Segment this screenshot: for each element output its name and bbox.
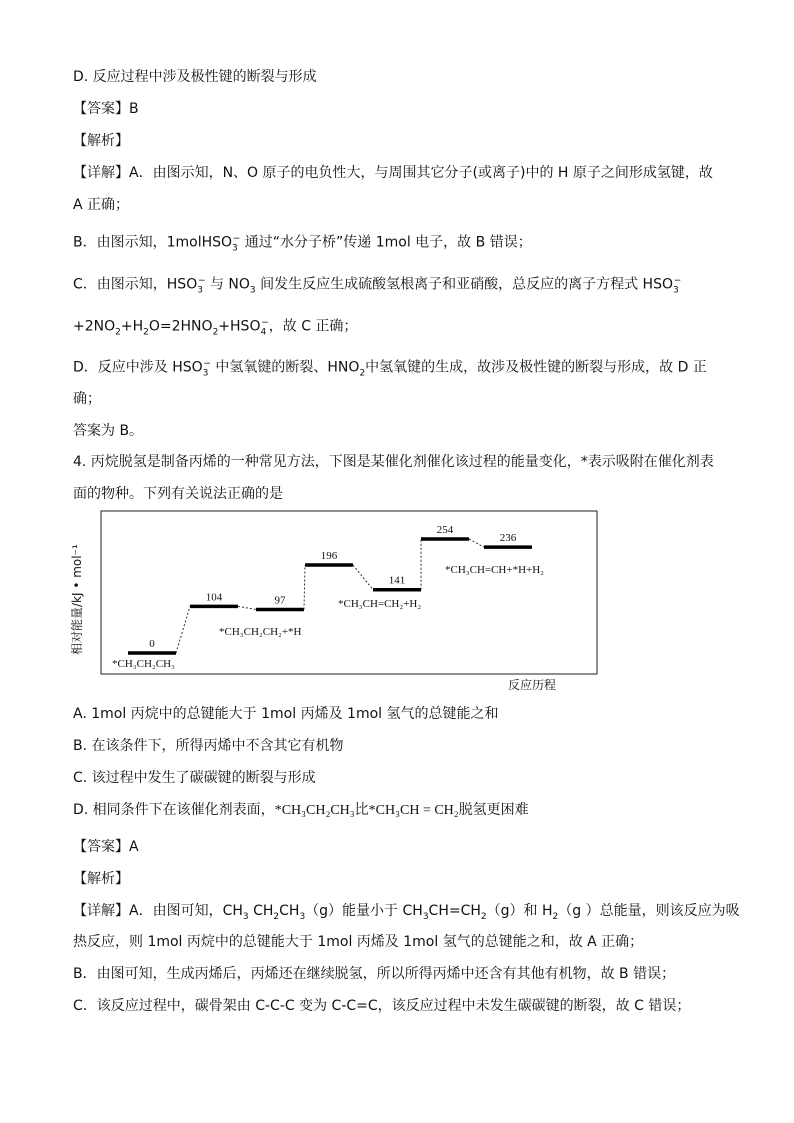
answer-label-1: 【答案】B: [73, 101, 139, 117]
detail-line-3: B．由图示知，1molHSO$_3$− 通过“水分子桥”传递 1mol 电子，故 B 错误；: [73, 234, 532, 254]
transition-connector: [469, 539, 484, 547]
detail-line-5: D．反应中涉及 $HSO_3^-$ 中氢氧键的断裂、$HNO_2$中氢氧键的生成，故涉及极性键的断裂与形成，故 D 正: [73, 359, 707, 379]
option-d: D. 相同条件下在该催化剂表面，*CH₃CH₂CH₃比*CH₃CH = CH₂脱氢更困难: [73, 802, 529, 818]
energy-diagram-svg: [70, 505, 633, 700]
detail-line-1: 【详解】A．由图示知，N、O 原子的电负性大，与周围其它分子(或离子)中的 H 原子之间形成氢键，故: [73, 165, 713, 181]
analysis-label-1: 【解析】: [73, 133, 129, 149]
option-d-prev: D. 反应过程中涉及极性键的断裂与形成: [73, 69, 317, 85]
species-label: *CH₃CH=CH₂+H₂: [338, 598, 422, 610]
energy-value-label: 97: [274, 594, 286, 607]
detail-line-4: C．由图示知，$HSO_3^-$ 与 $NO_3$ 间发生反应生成硫酸氢根离子和亚硝酸，总反应的离子方程式 $HSO_3^-$: [73, 276, 682, 296]
question-4-stem-1: 4. 丙烷脱氢是制备丙烯的一种常见方法，下图是某催化剂催化该过程的能量变化，*表示吸附在催化剂表: [73, 454, 714, 470]
transition-connector: [176, 606, 190, 653]
detail-line-2: A 正确；: [73, 197, 130, 213]
energy-value-label: 254: [436, 524, 454, 536]
energy-value-label: 0: [149, 638, 155, 650]
option-b: B. 在该条件下，所得丙烯中不含其它有机物: [73, 738, 344, 754]
option-c: C. 该过程中发生了碳碳键的断裂与形成: [73, 770, 316, 786]
energy-value-label: 196: [320, 550, 338, 563]
energy-diagram: [70, 505, 633, 700]
answer-summary: 答案为 B。: [73, 423, 144, 439]
species-label: *CH₃CH₂CH₃: [112, 658, 175, 670]
species-label: *CH₃CH₂CH₂+*H: [219, 626, 302, 638]
energy-value-label: 104: [205, 591, 223, 604]
species-label: *CH₃CH=CH+*H+H₂: [445, 564, 545, 576]
detail-line-7: 【详解】A．由图可知，$CH_3$ $CH_2CH_3(g)$能量小于 $CH_3CH=CH_2(g)$和 $H_2(g$ ）总能量，则该反应为吸: [73, 903, 740, 922]
option-a: A. 1mol 丙烷中的总键能大于 1mol 丙烯及 1mol 氢气的总键能之和: [73, 706, 499, 722]
energy-value-label: 236: [499, 532, 517, 545]
transition-connector: [238, 606, 256, 609]
detail-line-9: B．由图可知，生成丙烯后，丙烯还在继续脱氢，所以所得丙烯中还含有其他有机物，故 B 错误；: [73, 966, 676, 982]
analysis-label-2: 【解析】: [73, 871, 129, 887]
energy-levels: [112, 524, 544, 670]
detail-line-10: C．该反应过程中，碳骨架由 C-C-C 变为 C-C=C，该反应过程中未发生碳碳键的断裂，故 C 错误；: [73, 998, 691, 1014]
question-4-stem-2: 面的物种。下列有关说法正确的是: [73, 486, 283, 502]
x-axis-label: 反应历程: [508, 678, 557, 692]
detail-line-8: 热反应，则 1mol 丙烷中的总键能大于 1mol 丙烯及 1mol 氢气的总键能之和，故 A 正确；: [73, 934, 644, 950]
answer-label-2: 【答案】A: [73, 839, 139, 855]
energy-value-label: 141: [388, 574, 406, 587]
equation-line: $+2NO_2+H_2O=2HNO_2+HSO_4^-$，故 C 正确；: [73, 318, 358, 338]
plot-frame: [101, 511, 597, 674]
transition-connector: [304, 565, 305, 609]
detail-line-6: 确；: [73, 391, 101, 407]
y-axis-label: 相对能量/kJ • mol⁻¹: [70, 544, 84, 655]
transition-connector: [353, 565, 373, 590]
